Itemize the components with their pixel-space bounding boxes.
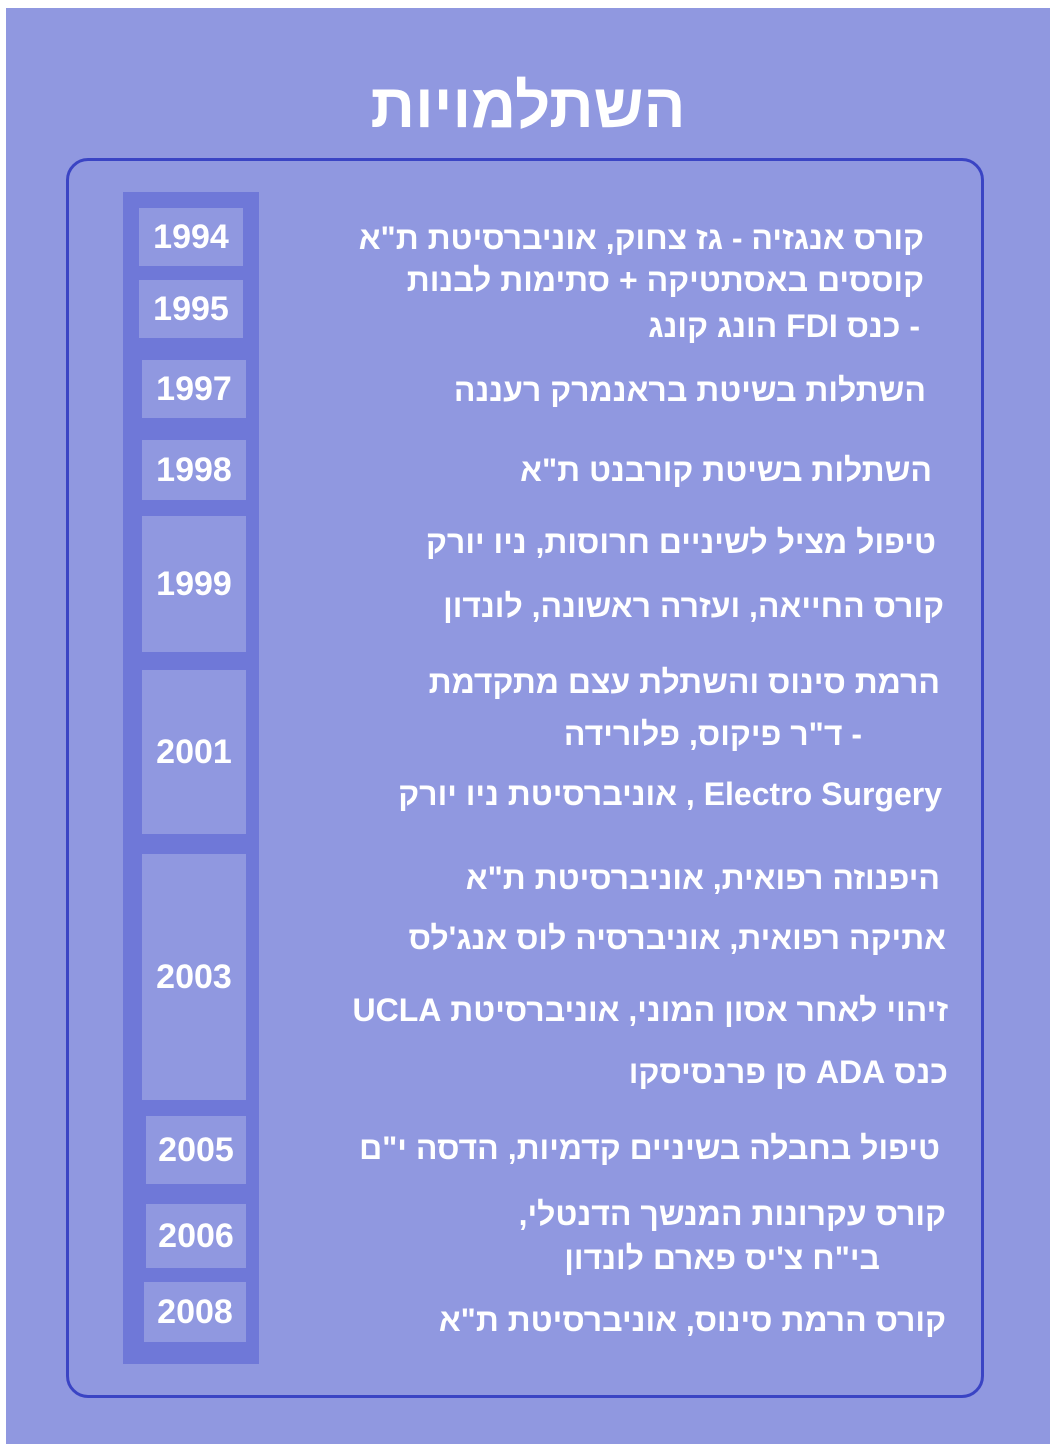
year-box: 1994 xyxy=(139,208,243,266)
course-line: אתיקה רפואית, אוניברסיה לוס אנג'לס xyxy=(408,920,946,956)
course-line: טיפול בחבלה בשיניים קדמיות, הדסה י"ם xyxy=(359,1130,940,1166)
page-title: השתלמויות xyxy=(370,72,686,141)
year-box: 1995 xyxy=(139,280,243,338)
year-box: 2001 xyxy=(142,670,246,834)
year-box: 1998 xyxy=(142,440,246,500)
year-box: 2008 xyxy=(144,1282,246,1342)
course-line: כנס ADA סן פרנסיסקו xyxy=(628,1054,948,1090)
course-line: טיפול מציל לשיניים חרוסות, ניו יורק xyxy=(425,524,936,560)
course-line: Electro Surgery , אוניברסיטת ניו יורק xyxy=(398,776,942,812)
course-line: זיהוי לאחר אסון המוני, אוניברסיטת UCLA xyxy=(352,992,948,1028)
background xyxy=(6,8,1050,1444)
course-line: קורס החייאה, ועזרה ראשונה, לונדון xyxy=(443,588,944,624)
course-line: בי"ח צ'יס פארם לונדון xyxy=(564,1240,880,1276)
course-line: הרמת סינוס והשתלת עצם מתקדמת xyxy=(428,664,940,700)
year-box: 2006 xyxy=(146,1204,246,1268)
year-box: 1997 xyxy=(142,360,246,418)
course-line: קורס אנגזיה - גז צחוק, אוניברסיטת ת"א xyxy=(358,220,924,256)
course-line: - כנס FDI הונג קונג xyxy=(648,308,920,344)
course-line: השתלות בשיטת קורבנט ת"א xyxy=(520,452,932,488)
course-line: קורס הרמת סינוס, אוניברסיטת ת"א xyxy=(438,1302,946,1338)
course-line: השתלות בשיטת בראנמרק רעננה xyxy=(453,372,926,408)
year-box: 2005 xyxy=(146,1116,246,1184)
course-line: - ד"ר פיקוס, פלורידה xyxy=(563,716,862,752)
course-line: קורס עקרונות המנשך הדנטלי, xyxy=(518,1196,946,1232)
course-line: היפנוזה רפואית, אוניברסיטת ת"א xyxy=(465,860,940,896)
course-line: קוססים באסתטיקה + סתימות לבנות xyxy=(406,262,924,298)
year-box: 2003 xyxy=(142,854,246,1100)
year-box: 1999 xyxy=(142,516,246,652)
